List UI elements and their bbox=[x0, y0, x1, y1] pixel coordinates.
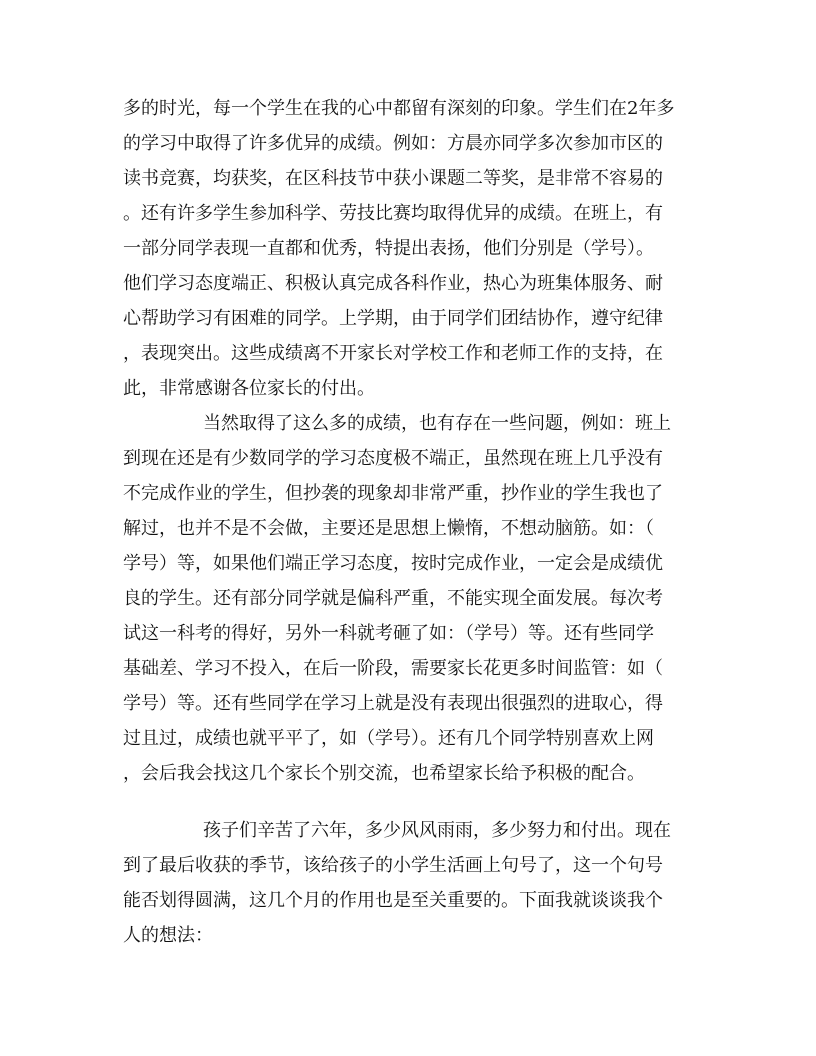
text-line: 能否划得圆满，这几个月的作用也是至关重要的。下面我就谈谈我个 bbox=[123, 890, 663, 911]
text-line: 孩子们辛苦了六年，多少风风雨雨，多少努力和付出。现在 bbox=[203, 820, 671, 841]
text-line: 当然取得了这么多的成绩，也有存在一些问题，例如：班上 bbox=[203, 413, 671, 434]
text-line: 良的学生。还有部分同学就是偏科严重，不能实现全面发展。每次考 bbox=[123, 588, 663, 609]
text-line: 人的想法： bbox=[123, 925, 213, 946]
text-line: 到了最后收获的季节，该给孩子的小学生活画上句号了，这一个句号 bbox=[123, 855, 663, 876]
text-line: 。还有许多学生参加科学、劳技比赛均取得优异的成绩。在班上，有 bbox=[123, 203, 663, 224]
text-line: 读书竞赛，均获奖，在区科技节中获小课题二等奖，是非常不容易的 bbox=[123, 168, 663, 189]
text-line: 一部分同学表现一直都和优秀，特提出表扬，他们分别是（学号）。 bbox=[123, 238, 654, 259]
text-line: ，会后我会找这几个家长个别交流，也希望家长给予积极的配合。 bbox=[123, 763, 645, 784]
text-line: 此，非常感谢各位家长的付出。 bbox=[123, 378, 375, 399]
text-line: 试这一科考的得好，另外一科就考砸了如：（学号）等。还有些同学 bbox=[123, 623, 654, 644]
text-line: ，表现突出。这些成绩离不开家长对学校工作和老师工作的支持，在 bbox=[123, 343, 663, 364]
text-line: 学号）等，如果他们端正学习态度，按时完成作业，一定会是成绩优 bbox=[123, 553, 663, 574]
text-line: 心帮助学习有困难的同学。上学期，由于同学们团结协作，遵守纪律 bbox=[123, 308, 663, 329]
text-line: 学号）等。还有些同学在学习上就是没有表现出很强烈的进取心，得 bbox=[123, 693, 663, 714]
text-line: 不完成作业的学生，但抄袭的现象却非常严重，抄作业的学生我也了 bbox=[123, 483, 663, 504]
text-line: 解过，也并不是不会做，主要还是思想上懒惰，不想动脑筋。如：（ bbox=[123, 518, 654, 539]
text-line: 多的时光，每一个学生在我的心中都留有深刻的印象。学生们在2年多 bbox=[123, 98, 675, 119]
text-line: 他们学习态度端正、积极认真完成各科作业，热心为班集体服务、耐 bbox=[123, 273, 663, 294]
text-line: 过且过，成绩也就平平了，如（学号）。还有几个同学特别喜欢上网 bbox=[123, 728, 654, 749]
text-line: 的学习中取得了许多优异的成绩。例如：方晨亦同学多次参加市区的 bbox=[123, 133, 663, 154]
text-line: 基础差、学习不投入，在后一阶段，需要家长花更多时间监管：如（ bbox=[123, 658, 663, 679]
text-line: 到现在还是有少数同学的学习态度极不端正，虽然现在班上几乎没有 bbox=[123, 448, 663, 469]
